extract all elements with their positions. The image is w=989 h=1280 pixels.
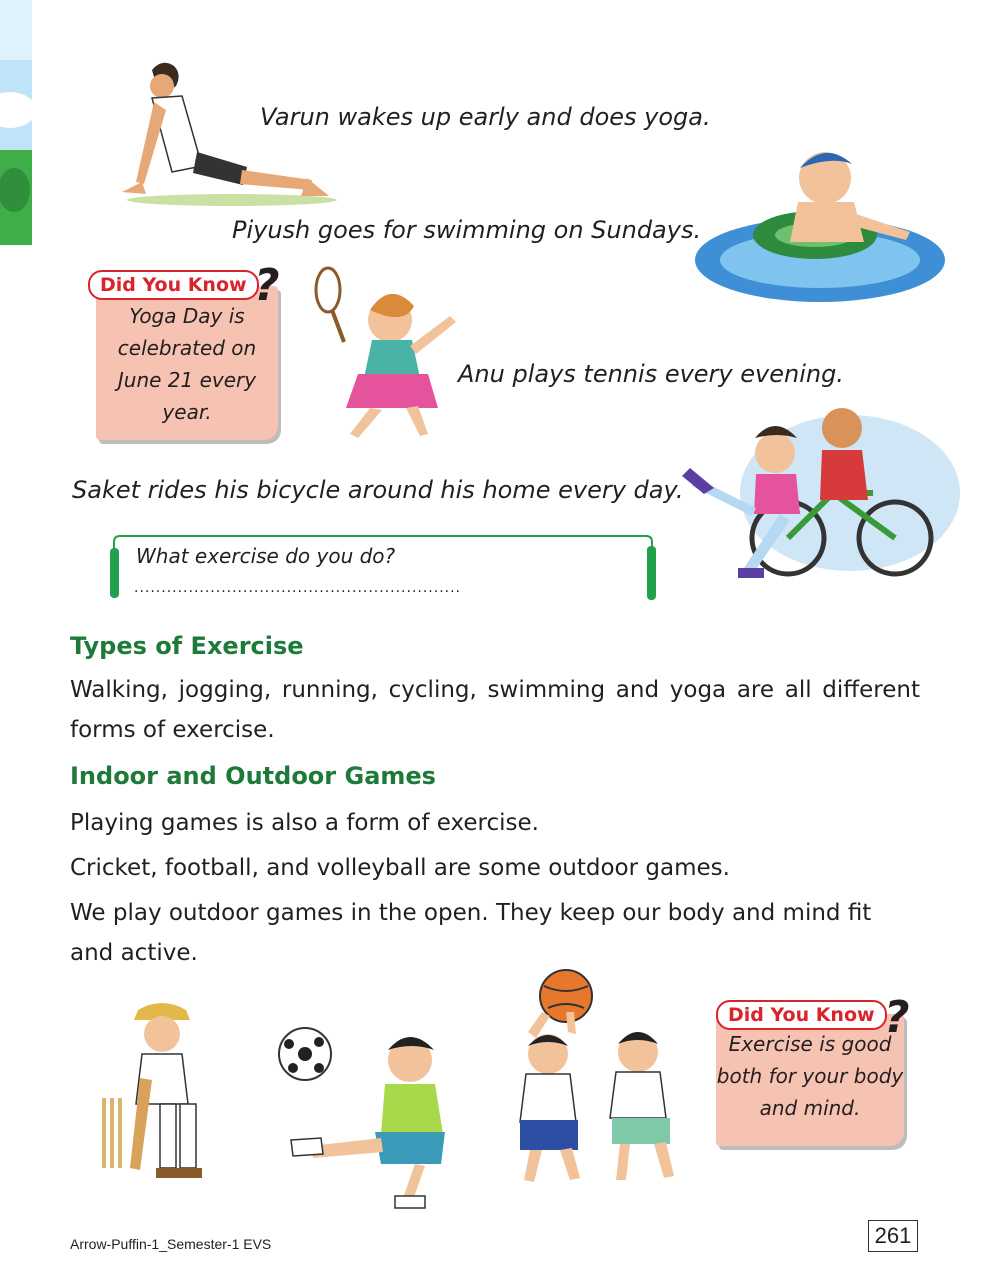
caption-piyush: Piyush goes for swimming on Sundays.: [232, 216, 702, 244]
footer-book-title: Arrow-Puffin-1_Semester-1 EVS: [70, 1236, 272, 1252]
did-you-know-box-exercise: [712, 992, 917, 1142]
did-you-know-text: Exercise is good both for your body and mind.: [716, 1032, 904, 1120]
did-you-know-label: Did You Know: [88, 270, 259, 300]
paragraph-types-of-exercise: Walking, jogging, running, cycling, swimming and yoga are all different forms of exercise.: [70, 677, 920, 743]
heading-types-of-exercise: Types of Exercise: [70, 632, 304, 660]
question-mark-icon: ?: [884, 992, 910, 1043]
volleyball-illustration: [508, 962, 698, 1192]
left-edge-decoration: [0, 0, 32, 245]
caption-varun: Varun wakes up early and does yoga.: [260, 103, 711, 131]
did-you-know-text-box: [96, 286, 278, 440]
did-you-know-text: Yoga Day is celebrated on June 21 every year.: [117, 304, 257, 424]
page-number: 261: [868, 1220, 918, 1252]
did-you-know-box-yoga: [88, 260, 288, 440]
paragraph-games-2: Cricket, football, and volleyball are some outdoor games.: [70, 855, 730, 881]
piyush-swimming-illustration: [690, 140, 950, 305]
question-box: [110, 528, 656, 606]
caption-saket: Saket rides his bicycle around his home every day.: [72, 476, 684, 504]
anu-tennis-illustration: [310, 262, 470, 452]
question-mark-icon: ?: [254, 260, 280, 311]
paragraph-games-3: We play outdoor games in the open. They keep our body and mind fit and active.: [70, 900, 872, 966]
answer-blank[interactable]: ............................................................: [134, 580, 462, 596]
heading-indoor-outdoor-games: Indoor and Outdoor Games: [70, 762, 436, 790]
cricket-illustration: [100, 998, 225, 1183]
saket-bicycle-illustration: [660, 398, 965, 590]
question-text: What exercise do you do?: [136, 544, 396, 568]
caption-anu: Anu plays tennis every evening.: [458, 360, 844, 388]
did-you-know-text-box: [716, 1014, 904, 1146]
did-you-know-label: Did You Know: [716, 1000, 887, 1030]
football-illustration: [275, 1022, 470, 1212]
paragraph-games-1: Playing games is also a form of exercise.: [70, 810, 539, 836]
